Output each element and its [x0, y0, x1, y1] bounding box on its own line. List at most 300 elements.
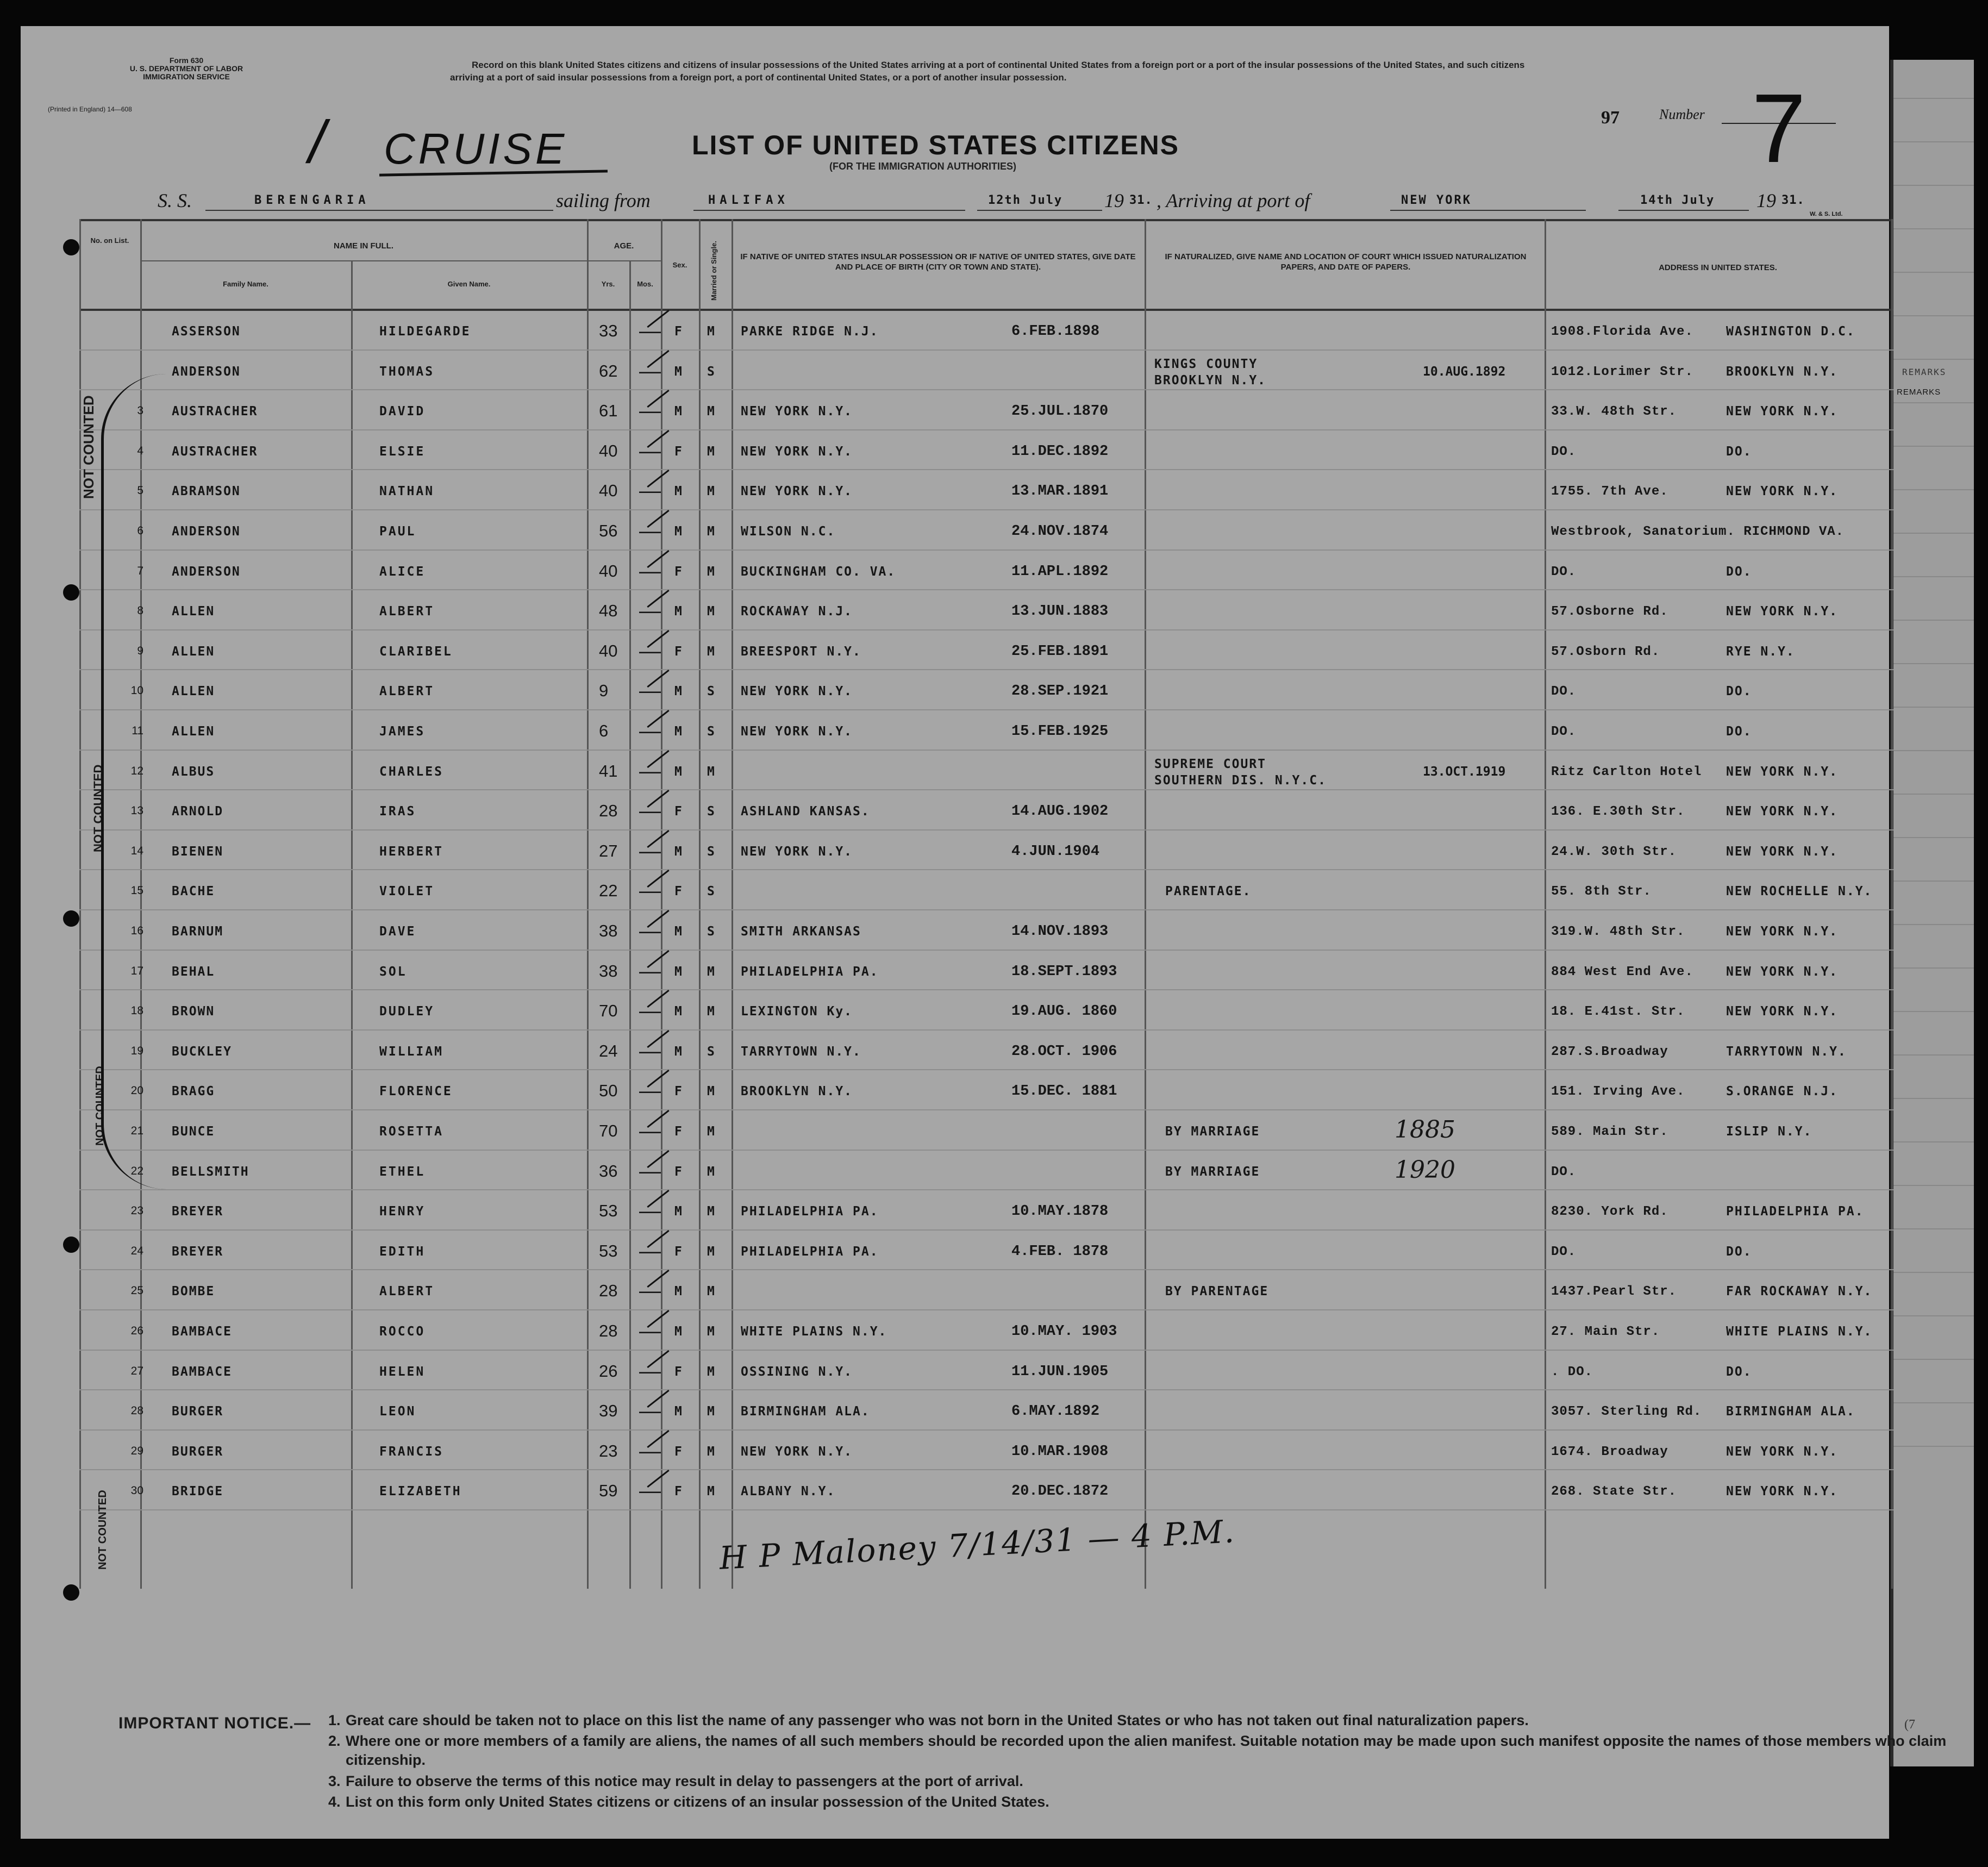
street-address: 1437.Pearl Str. — [1551, 1284, 1677, 1300]
page-number: 97 — [1601, 108, 1620, 128]
sex: M — [674, 764, 682, 779]
age-years: 27 — [599, 841, 618, 860]
table-row — [79, 470, 1893, 510]
marital-status: S — [707, 725, 715, 739]
list-number: 19 — [130, 1044, 143, 1057]
sex: M — [674, 1004, 682, 1019]
list-number: 3 — [137, 404, 143, 417]
street-address: DO. — [1551, 684, 1577, 700]
given-name: HILDEGARDE — [379, 324, 471, 339]
marital-status: M — [707, 1404, 715, 1419]
street-address: 27. Main Str. — [1551, 1325, 1660, 1339]
family-name: BURGER — [172, 1404, 224, 1419]
not-counted-stamp: NOT COUNTED — [94, 1066, 106, 1146]
city-state: DO. — [1726, 564, 1752, 579]
col-given: Given Name. — [447, 280, 491, 288]
age-months: — — [639, 1039, 661, 1063]
col-sex: Sex. — [672, 261, 687, 269]
city-state: NEW YORK N.Y. — [1726, 964, 1839, 979]
age-years: 53 — [599, 1241, 618, 1260]
birthdate: 10.MAR.1908 — [1011, 1443, 1109, 1460]
list-number: 14 — [130, 844, 143, 857]
naturalization-note: BY PARENTAGE — [1165, 1284, 1269, 1299]
family-name: BACHE — [172, 884, 215, 899]
given-name: VIOLET — [379, 884, 435, 899]
street-address: Ritz Carlton Hotel — [1551, 764, 1702, 779]
col-yrs: Yrs. — [601, 280, 615, 288]
sex: F — [674, 1364, 682, 1379]
age-months: — — [639, 679, 661, 703]
street-address: DO. — [1551, 725, 1577, 739]
city-state: NEW YORK N.Y. — [1726, 804, 1839, 819]
birthdate: 14.AUG.1902 — [1011, 803, 1109, 820]
birthdate: 11.JUN.1905 — [1011, 1363, 1109, 1380]
birthdate: 19.AUG. 1860 — [1011, 1003, 1117, 1020]
given-name: NATHAN — [379, 484, 435, 499]
age-years: 50 — [599, 1081, 618, 1101]
marital-status: S — [707, 1044, 715, 1059]
birthplace: PHILADELPHIA PA. — [741, 964, 879, 979]
family-name: AUSTRACHER — [172, 444, 258, 459]
marital-status: M — [707, 644, 715, 659]
birthplace: NEW YORK N.Y. — [741, 1444, 853, 1459]
col-married: Married or Single. — [710, 241, 718, 301]
sex: M — [674, 925, 682, 939]
list-number: 28 — [130, 1404, 143, 1418]
table-row — [79, 1270, 1893, 1310]
family-name: ALLEN — [172, 684, 215, 699]
given-name: ROCCO — [379, 1325, 426, 1339]
table-row — [79, 1231, 1893, 1270]
sex: M — [674, 844, 682, 859]
birthdate: 4.JUN.1904 — [1011, 843, 1100, 860]
birthdate: 10.MAY. 1903 — [1011, 1323, 1117, 1340]
binder-hole — [63, 239, 79, 255]
street-address: 8230. York Rd. — [1551, 1204, 1668, 1220]
street-address: 589. Main Str. — [1551, 1125, 1668, 1139]
marital-status: S — [707, 925, 715, 939]
list-number: 18 — [130, 1004, 143, 1017]
age-months: — — [639, 319, 661, 343]
list-number: 27 — [130, 1364, 143, 1377]
edge-mark: (7 — [1904, 1718, 1915, 1732]
city-state: WASHINGTON D.C. — [1726, 324, 1855, 339]
age-years: 70 — [599, 1001, 618, 1021]
not-counted-stamp: NOT COUNTED — [80, 395, 97, 499]
birthplace: ROCKAWAY N.J. — [741, 604, 853, 619]
city-state: DO. — [1726, 684, 1752, 699]
table-row — [79, 310, 1893, 350]
marital-status: M — [707, 1004, 715, 1019]
sex: M — [674, 1204, 682, 1219]
sex: M — [674, 1044, 682, 1059]
city-state: DO. — [1726, 1364, 1752, 1379]
age-months: — — [639, 1119, 661, 1143]
age-months: — — [639, 919, 661, 943]
city-state: NEW YORK N.Y. — [1726, 1444, 1839, 1459]
list-number: 4 — [137, 444, 143, 457]
table-row — [79, 590, 1893, 630]
family-name: ANDERSON — [172, 364, 241, 379]
age-months: — — [639, 1399, 661, 1423]
marital-status: M — [707, 1244, 715, 1259]
form-number: Form 630 — [169, 56, 204, 65]
service-name: IMMIGRATION SERVICE — [143, 72, 230, 81]
given-name: LEON — [379, 1404, 416, 1419]
birthplace: PHILADELPHIA PA. — [741, 1204, 879, 1219]
given-name: ELSIE — [379, 444, 426, 459]
age-months: — — [639, 399, 661, 423]
marital-status: M — [707, 1284, 715, 1299]
notice-item-4: 4. List on this form only United States citizens or citizens of an insular possession of the United States. — [328, 1794, 1049, 1810]
table-row — [79, 831, 1893, 870]
age-months: — — [639, 639, 661, 663]
binder-hole — [63, 584, 79, 601]
date-from: 12th July — [988, 193, 1063, 207]
arriving-label: , Arriving at port of — [1156, 190, 1310, 211]
birthdate: 28.SEP.1921 — [1011, 683, 1109, 700]
birthdate: 15.FEB.1925 — [1011, 723, 1109, 740]
notice-heading: IMPORTANT NOTICE.— — [118, 1714, 311, 1732]
list-number: 29 — [130, 1444, 143, 1457]
naturalization-year: 1885 — [1395, 1116, 1455, 1144]
list-number: 25 — [130, 1284, 143, 1297]
table-row — [79, 1390, 1893, 1430]
birthplace: TARRYTOWN N.Y. — [741, 1044, 861, 1059]
given-name: SOL — [379, 964, 407, 979]
binder-hole — [63, 910, 79, 927]
age-years: 33 — [599, 321, 618, 340]
city-state: NEW YORK N.Y. — [1726, 764, 1839, 779]
city-state: NEW YORK N.Y. — [1726, 844, 1839, 859]
notice-item-1: 1. Great care should be taken not to place on this list the name of any passenger who was not born in the United States or who has not taken out final naturalization papers. — [328, 1712, 1529, 1728]
given-name: HENRY — [379, 1204, 426, 1219]
age-months: — — [639, 879, 661, 903]
marital-status: S — [707, 844, 715, 859]
street-address: 1755. 7th Ave. — [1551, 484, 1668, 499]
birthdate: 10.MAY.1878 — [1011, 1203, 1109, 1220]
city-state: DO. — [1726, 725, 1752, 739]
sex: F — [674, 1125, 682, 1139]
sex: M — [674, 684, 682, 699]
table-row — [79, 790, 1893, 830]
sex: M — [674, 1284, 682, 1299]
family-name: BUNCE — [172, 1125, 215, 1139]
family-name: ALLEN — [172, 644, 215, 659]
table-row — [79, 1470, 1893, 1510]
age-months: — — [639, 1239, 661, 1263]
age-months: — — [639, 519, 661, 543]
street-address: 24.W. 30th Str. — [1551, 844, 1677, 859]
sex: M — [674, 1325, 682, 1339]
family-name: BRIDGE — [172, 1484, 224, 1499]
city-state: NEW YORK N.Y. — [1726, 925, 1839, 939]
naturalization-note: BY MARRIAGE — [1165, 1164, 1260, 1179]
marital-status: M — [707, 404, 715, 419]
table-row — [79, 1151, 1893, 1190]
city-state: DO. — [1726, 1244, 1752, 1259]
street-address: 18. E.41st. Str. — [1551, 1004, 1685, 1020]
given-name: JAMES — [379, 725, 426, 739]
marital-status: M — [707, 1084, 715, 1099]
form-issuer — [48, 56, 301, 113]
age-months: — — [639, 439, 661, 463]
street-address: 3057. Sterling Rd. — [1551, 1404, 1702, 1420]
age-years: 62 — [599, 361, 618, 380]
marital-status: M — [707, 604, 715, 619]
col-mos: Mos. — [637, 280, 653, 288]
marital-status: M — [707, 964, 715, 979]
year-from: 31. — [1129, 193, 1153, 207]
birthplace: PARKE RIDGE N.J. — [741, 324, 879, 339]
city-state: NEW YORK N.Y. — [1726, 1004, 1839, 1019]
age-years: 22 — [599, 881, 618, 901]
birthplace: BROOKLYN N.Y. — [741, 1084, 853, 1099]
street-address: DO. — [1551, 1244, 1577, 1259]
age-months: — — [639, 359, 661, 383]
marital-status: M — [707, 1484, 715, 1499]
family-name: AUSTRACHER — [172, 404, 258, 419]
age-years: 9 — [599, 681, 609, 701]
sex: M — [674, 725, 682, 739]
family-name: ASSERSON — [172, 324, 241, 339]
sex: M — [674, 964, 682, 979]
age-years: 6 — [599, 721, 609, 740]
naturalization-year: 1920 — [1395, 1156, 1455, 1184]
list-number: 15 — [130, 884, 143, 897]
age-years: 56 — [599, 521, 618, 540]
street-address: 287.S.Broadway — [1551, 1044, 1668, 1059]
naturalization-note: PARENTAGE. — [1165, 884, 1252, 899]
age-years: 41 — [599, 761, 618, 780]
list-number: 7 — [137, 564, 143, 577]
family-name: BUCKLEY — [172, 1044, 232, 1059]
year-to: 31. — [1781, 193, 1805, 207]
marital-status: M — [707, 1204, 715, 1219]
table-row — [79, 630, 1893, 670]
street-address: 1908.Florida Ave. — [1551, 324, 1693, 339]
city-state: NEW YORK N.Y. — [1726, 484, 1839, 499]
birthplace: NEW YORK N.Y. — [741, 484, 853, 499]
family-name: ANDERSON — [172, 564, 241, 579]
family-name: ALBUS — [172, 764, 215, 779]
naturalization-court: KINGS COUNTY — [1154, 357, 1258, 371]
handwritten-cruise: CRUISE — [384, 124, 568, 173]
col-address: ADDRESS IN UNITED STATES. — [1659, 263, 1777, 272]
marital-status: M — [707, 764, 715, 779]
street-address: . DO. — [1551, 1364, 1593, 1379]
age-years: 39 — [599, 1401, 618, 1421]
list-number: 30 — [130, 1484, 143, 1497]
table-row — [79, 1190, 1893, 1230]
table-row — [79, 990, 1893, 1030]
marital-status: M — [707, 444, 715, 459]
city-state: BIRMINGHAM ALA. — [1726, 1404, 1855, 1419]
marital-status: M — [707, 1125, 715, 1139]
marital-status: M — [707, 1364, 715, 1379]
city-state: NEW YORK N.Y. — [1726, 604, 1839, 619]
street-address: 55. 8th Str. — [1551, 884, 1652, 900]
city-state: S.ORANGE N.J. — [1726, 1084, 1839, 1099]
sex: F — [674, 1484, 682, 1499]
city-state: PHILADELPHIA PA. — [1726, 1204, 1864, 1219]
list-number: 23 — [130, 1204, 143, 1217]
col-age: AGE. — [614, 241, 634, 251]
age-years: 23 — [599, 1441, 618, 1460]
given-name: ALICE — [379, 564, 426, 579]
age-months: — — [639, 559, 661, 583]
marital-status: S — [707, 884, 715, 899]
birthdate: 28.OCT. 1906 — [1011, 1043, 1117, 1060]
age-years: 48 — [599, 601, 618, 621]
family-name: BREYER — [172, 1244, 224, 1259]
given-name: HELEN — [379, 1364, 426, 1379]
page-edge — [1890, 60, 1974, 1766]
manifest-sheet — [21, 26, 1947, 1839]
age-months: — — [639, 719, 661, 743]
age-months: — — [639, 959, 661, 983]
age-months: — — [639, 1079, 661, 1103]
naturalization-location: BROOKLYN N.Y. — [1154, 373, 1267, 388]
birthplace: ASHLAND KANSAS. — [741, 804, 870, 819]
table-row — [79, 870, 1893, 910]
birthplace: WHITE PLAINS N.Y. — [741, 1325, 887, 1339]
naturalization-date: 13.OCT.1919 — [1423, 764, 1506, 779]
year-prefix-from: 19 — [1104, 190, 1124, 211]
notice-item-2: 2. Where one or more members of a family are aliens, the names of all such members should be recorded upon the alien manifest. Suitable notation may be made upon such manifest opposite the names of those members who claim citizenship. — [328, 1733, 1947, 1768]
col-birth: IF NATIVE OF UNITED STATES INSULAR POSSESSION OR IF NATIVE OF UNITED STATES, GIVE DATE AND PLACE OF BIRTH (CITY OR TOWN AND STATE). — [740, 252, 1136, 272]
birthdate: 13.MAR.1891 — [1011, 483, 1109, 500]
birthdate: 25.JUL.1870 — [1011, 403, 1109, 420]
birthplace: NEW YORK N.Y. — [741, 404, 853, 419]
page-title: LIST OF UNITED STATES CITIZENS — [692, 130, 1180, 160]
family-name: BEHAL — [172, 964, 215, 979]
birthdate: 14.NOV.1893 — [1011, 923, 1109, 940]
street-address: 33.W. 48th Str. — [1551, 404, 1677, 420]
birthplace: BIRMINGHAM ALA. — [741, 1404, 870, 1419]
birthplace: WILSON N.C. — [741, 524, 836, 539]
list-number: 11 — [132, 725, 143, 737]
age-years: 53 — [599, 1201, 618, 1221]
age-years: 61 — [599, 401, 618, 421]
list-number: 16 — [130, 925, 143, 937]
sex: F — [674, 884, 682, 899]
list-number: 5 — [137, 484, 143, 497]
ship-name: BERENGARIA — [254, 193, 370, 207]
printer-mark: W. & S. Ltd. — [1810, 211, 1843, 217]
sex: M — [674, 524, 682, 539]
age-years: 40 — [599, 641, 618, 660]
birthplace: BUCKINGHAM CO. VA. — [741, 564, 896, 579]
table-row — [79, 390, 1893, 430]
street-address: 268. State Str. — [1551, 1484, 1677, 1500]
family-name: BELLSMITH — [172, 1164, 249, 1179]
street-address: 57.Osborne Rd. — [1551, 604, 1668, 620]
age-months: — — [639, 1439, 661, 1463]
naturalization-location: SOUTHERN DIS. N.Y.C. — [1154, 773, 1327, 788]
year-prefix-to: 19 — [1756, 190, 1776, 211]
sex: F — [674, 1164, 682, 1179]
city-state: BROOKLYN N.Y. — [1726, 364, 1839, 379]
family-name: BURGER — [172, 1444, 224, 1459]
age-years: 38 — [599, 961, 618, 981]
list-number: 13 — [130, 804, 143, 817]
birthplace: NEW YORK N.Y. — [741, 444, 853, 459]
birthplace: BREESPORT N.Y. — [741, 644, 861, 659]
list-number: 12 — [130, 764, 143, 777]
birthdate: 18.SEPT.1893 — [1011, 963, 1117, 980]
table-row — [79, 710, 1893, 750]
age-months: — — [639, 799, 661, 823]
birthplace: LEXINGTON Ky. — [741, 1004, 853, 1019]
age-months: — — [639, 1479, 661, 1503]
table-row — [79, 430, 1893, 470]
col-no: No. on List. — [90, 236, 129, 245]
given-name: HERBERT — [379, 844, 443, 859]
sex: F — [674, 804, 682, 819]
given-name: WILLIAM — [379, 1044, 443, 1059]
family-name: BIENEN — [172, 844, 224, 859]
sailing-from-label: sailing from — [556, 190, 651, 211]
city-state: WHITE PLAINS N.Y. — [1726, 1325, 1873, 1339]
given-name: DUDLEY — [379, 1004, 435, 1019]
family-name: BARNUM — [172, 925, 224, 939]
city-state: NEW ROCHELLE N.Y. — [1726, 884, 1873, 899]
age-months: — — [639, 1199, 661, 1223]
age-months: — — [639, 599, 661, 623]
age-years: 40 — [599, 481, 618, 501]
col-name-group: NAME IN FULL. — [334, 241, 393, 251]
not-counted-stamp: NOT COUNTED — [97, 1490, 109, 1570]
table-row — [79, 510, 1893, 550]
age-months: — — [639, 839, 661, 863]
birthplace: PHILADELPHIA PA. — [741, 1244, 879, 1259]
family-name: ANDERSON — [172, 524, 241, 539]
given-name: ALBERT — [379, 1284, 435, 1299]
age-years: 40 — [599, 441, 618, 460]
birthplace: NEW YORK N.Y. — [741, 725, 853, 739]
table-row — [79, 1351, 1893, 1390]
given-name: ROSETTA — [379, 1125, 443, 1139]
handwritten-bracket — [101, 374, 180, 1189]
given-name: FRANCIS — [379, 1444, 443, 1459]
street-address: DO. — [1551, 564, 1577, 579]
table-row — [79, 1110, 1893, 1150]
family-name: ARNOLD — [172, 804, 224, 819]
remarks-label-edge: REMARKS — [1902, 367, 1947, 377]
birthplace: OSSINING N.Y. — [741, 1364, 853, 1379]
city-state: RYE N.Y. — [1726, 644, 1795, 659]
sex: F — [674, 444, 682, 459]
given-name: EDITH — [379, 1244, 426, 1259]
birthdate: 4.FEB. 1878 — [1011, 1243, 1109, 1260]
given-name: ELIZABETH — [379, 1484, 462, 1499]
sex: F — [674, 1084, 682, 1099]
sex: F — [674, 564, 682, 579]
col-family: Family Name. — [223, 280, 268, 288]
age-years: 28 — [599, 801, 618, 821]
given-name: CLARIBEL — [379, 644, 453, 659]
not-counted-stamp: NOT COUNTED — [91, 764, 105, 852]
handwritten-list-number: 7 — [1752, 74, 1806, 183]
family-name: BAMBACE — [172, 1325, 232, 1339]
given-name: CHARLES — [379, 764, 443, 779]
birthdate: 11.APL.1892 — [1011, 563, 1109, 580]
given-name: ETHEL — [379, 1164, 426, 1179]
table-row — [79, 1070, 1893, 1110]
birthdate: 25.FEB.1891 — [1011, 643, 1109, 660]
family-name: BREYER — [172, 1204, 224, 1219]
